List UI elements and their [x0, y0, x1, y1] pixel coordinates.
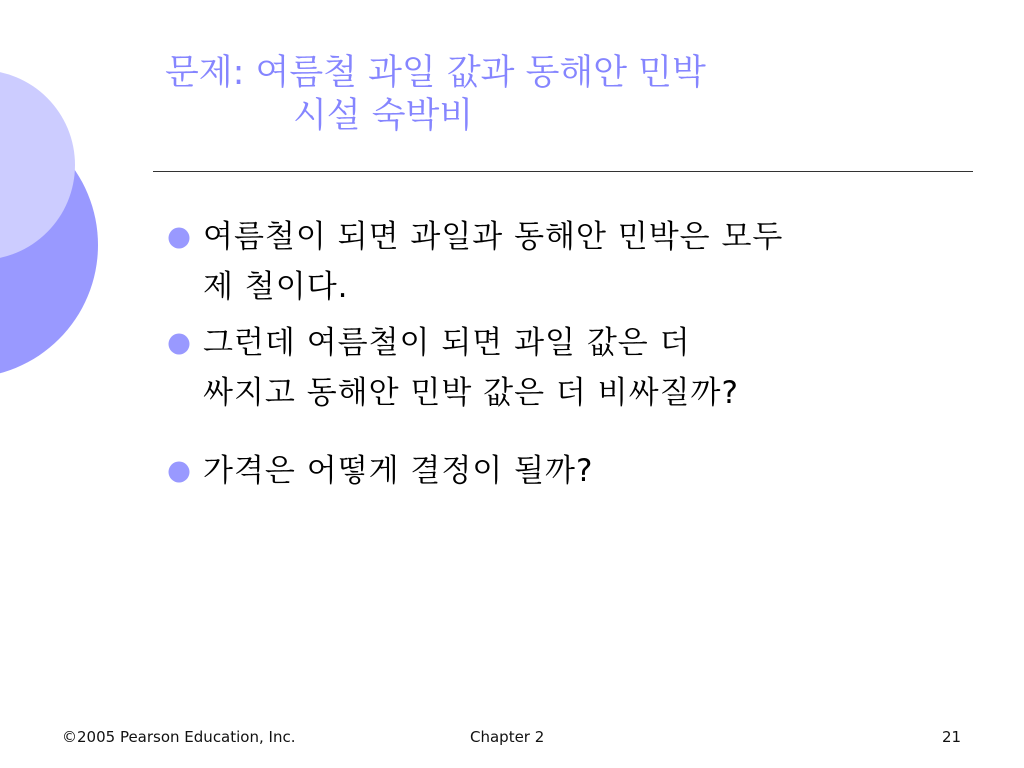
- bullet-text: 가격은 어떻게 결정이 될까?: [203, 453, 594, 489]
- slide-title-line2: 시설 숙박비: [293, 96, 474, 136]
- bullet-text: 여름철이 되면 과일과 동해안 민박은 모두 제 철이다.: [203, 219, 784, 305]
- bullet-list: [165, 212, 965, 496]
- bullet-item: [165, 212, 965, 312]
- bullet-item: [165, 318, 965, 418]
- bullet-item: [165, 446, 965, 496]
- footer-chapter: Chapter 2: [470, 728, 545, 746]
- bullet-dot-icon: [168, 461, 190, 483]
- footer-copyright: ©2005 Pearson Education, Inc.: [62, 728, 296, 746]
- slide-title-line1: 문제: 여름철 과일 값과 동해안 민박: [165, 53, 706, 93]
- slide-title: [165, 52, 965, 138]
- title-divider: [153, 171, 973, 172]
- bullet-text: 그런데 여름철이 되면 과일 값은 더 싸지고 동해안 민박 값은 더 비싸질까?: [203, 325, 739, 411]
- bullet-dot-icon: [168, 227, 190, 249]
- footer-page-number: 21: [942, 728, 962, 746]
- bullet-dot-icon: [168, 333, 190, 355]
- decorative-circles: [0, 0, 110, 420]
